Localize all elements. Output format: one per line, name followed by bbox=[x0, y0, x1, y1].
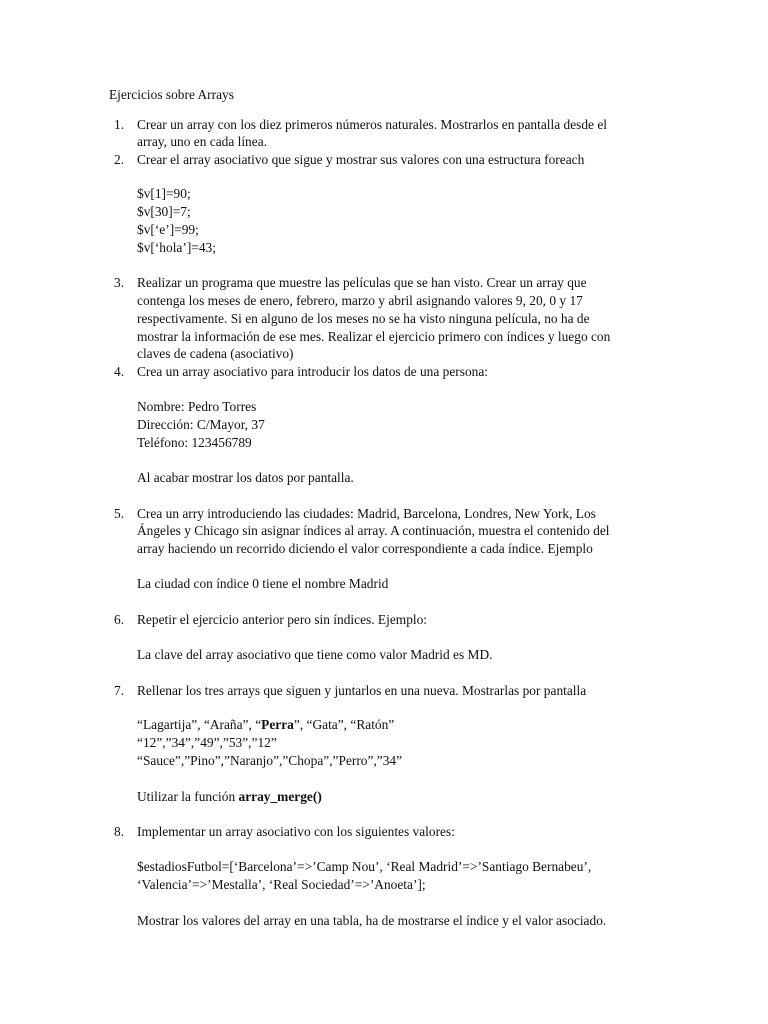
ex2-code-1: $v[1]=90; bbox=[137, 186, 191, 201]
ex5-number: 5. bbox=[114, 506, 125, 521]
ex8-line-1: Implementar un array asociativo con los siguientes valores: bbox=[137, 824, 455, 839]
ex1-line-2: array, uno en cada línea. bbox=[137, 134, 267, 149]
ex4-after: Al acabar mostrar los datos por pantalla. bbox=[137, 470, 354, 485]
ex3-line-2: contenga los meses de enero, febrero, marzo y abril asignando valores 9, 20, 0 y 17 bbox=[137, 293, 583, 308]
ex8-after: Mostrar los valores del array en una tabla, ha de mostrarse el índice y el valor asociado. bbox=[137, 913, 607, 928]
ex8-code-2: ‘Valencia’=>’Mestalla’, ‘Real Sociedad’=>’Anoeta’]; bbox=[137, 877, 426, 892]
document-title: Ejercicios sobre Arrays bbox=[109, 87, 234, 102]
ex3-line-4: mostrar la información de ese mes. Realizar el ejercicio primero con índices y luego con bbox=[137, 329, 611, 344]
ex8-number: 8. bbox=[114, 824, 125, 839]
ex8-code-1: $estadiosFutbol=[‘Barcelona’=>’Camp Nou’, ‘Real Madrid’=>’Santiago Bernabeu’, bbox=[137, 859, 592, 874]
ex3-line-3: respectivamente. Si en alguno de los meses no se ha visto ninguna película, no ha de bbox=[137, 311, 590, 326]
ex7-hint-text: Utilizar la función bbox=[137, 789, 239, 804]
ex2-number: 2. bbox=[114, 152, 125, 167]
ex3-line-1: Realizar un programa que muestre las películas que se han visto. Crear un array que bbox=[137, 275, 587, 290]
ex1-line-1: Crear un array con los diez primeros números naturales. Mostrarlos en pantalla desde el bbox=[137, 117, 607, 132]
ex2-line-1: Crear el array asociativo que sigue y mostrar sus valores con una estructura foreach bbox=[137, 152, 585, 167]
ex7-line-1: Rellenar los tres arrays que siguen y juntarlos en una nueva. Mostrarlas por pantalla bbox=[137, 683, 587, 698]
ex5-line-2: Ángeles y Chicago sin asignar índices al array. A continuación, muestra el contenido del bbox=[137, 523, 610, 538]
ex3-number: 3. bbox=[114, 275, 125, 290]
ex6-example: La clave del array asociativo que tiene como valor Madrid es MD. bbox=[137, 647, 493, 662]
ex2-code-2: $v[30]=7; bbox=[137, 204, 191, 219]
ex3-line-5: claves de cadena (asociativo) bbox=[137, 346, 294, 361]
ex4-data-2: Dirección: C/Mayor, 37 bbox=[137, 417, 265, 432]
ex5-line-3: array haciendo un recorrido diciendo el valor correspondiente a cada índice. Ejemplo bbox=[137, 541, 593, 556]
ex7-array-1-bold: Perra bbox=[261, 717, 294, 732]
ex7-array-1-after: ”, “Gata”, “Ratón” bbox=[293, 717, 395, 732]
ex7-array-2: “12”,”34”,”49”,”53”,”12” bbox=[137, 735, 277, 750]
ex4-line-1: Crea un array asociativo para introducir los datos de una persona: bbox=[137, 364, 489, 379]
ex4-data-3: Teléfono: 123456789 bbox=[137, 435, 252, 450]
ex7-array-3: “Sauce”,”Pino”,”Naranjo”,”Chopa”,”Perro”,”34” bbox=[137, 753, 403, 768]
ex7-number: 7. bbox=[114, 683, 125, 698]
ex7-array-1 bbox=[137, 716, 394, 734]
ex2-code-4: $v[‘hola’]=43; bbox=[137, 240, 216, 255]
ex7-hint-function: array_merge() bbox=[238, 789, 322, 804]
ex7-hint bbox=[137, 788, 322, 806]
ex2-code-3: $v[‘e’]=99; bbox=[137, 222, 199, 237]
ex6-line-1: Repetir el ejercicio anterior pero sin índices. Ejemplo: bbox=[137, 612, 428, 627]
ex1-number: 1. bbox=[114, 117, 125, 132]
ex4-number: 4. bbox=[114, 364, 125, 379]
ex4-data-1: Nombre: Pedro Torres bbox=[137, 399, 257, 414]
ex5-example: La ciudad con índice 0 tiene el nombre Madrid bbox=[137, 576, 389, 591]
ex5-line-1: Crea un arry introduciendo las ciudades: Madrid, Barcelona, Londres, New York, Los bbox=[137, 506, 596, 521]
ex6-number: 6. bbox=[114, 612, 125, 627]
ex7-array-1-before: “Lagartija”, “Araña”, “ bbox=[137, 717, 262, 732]
